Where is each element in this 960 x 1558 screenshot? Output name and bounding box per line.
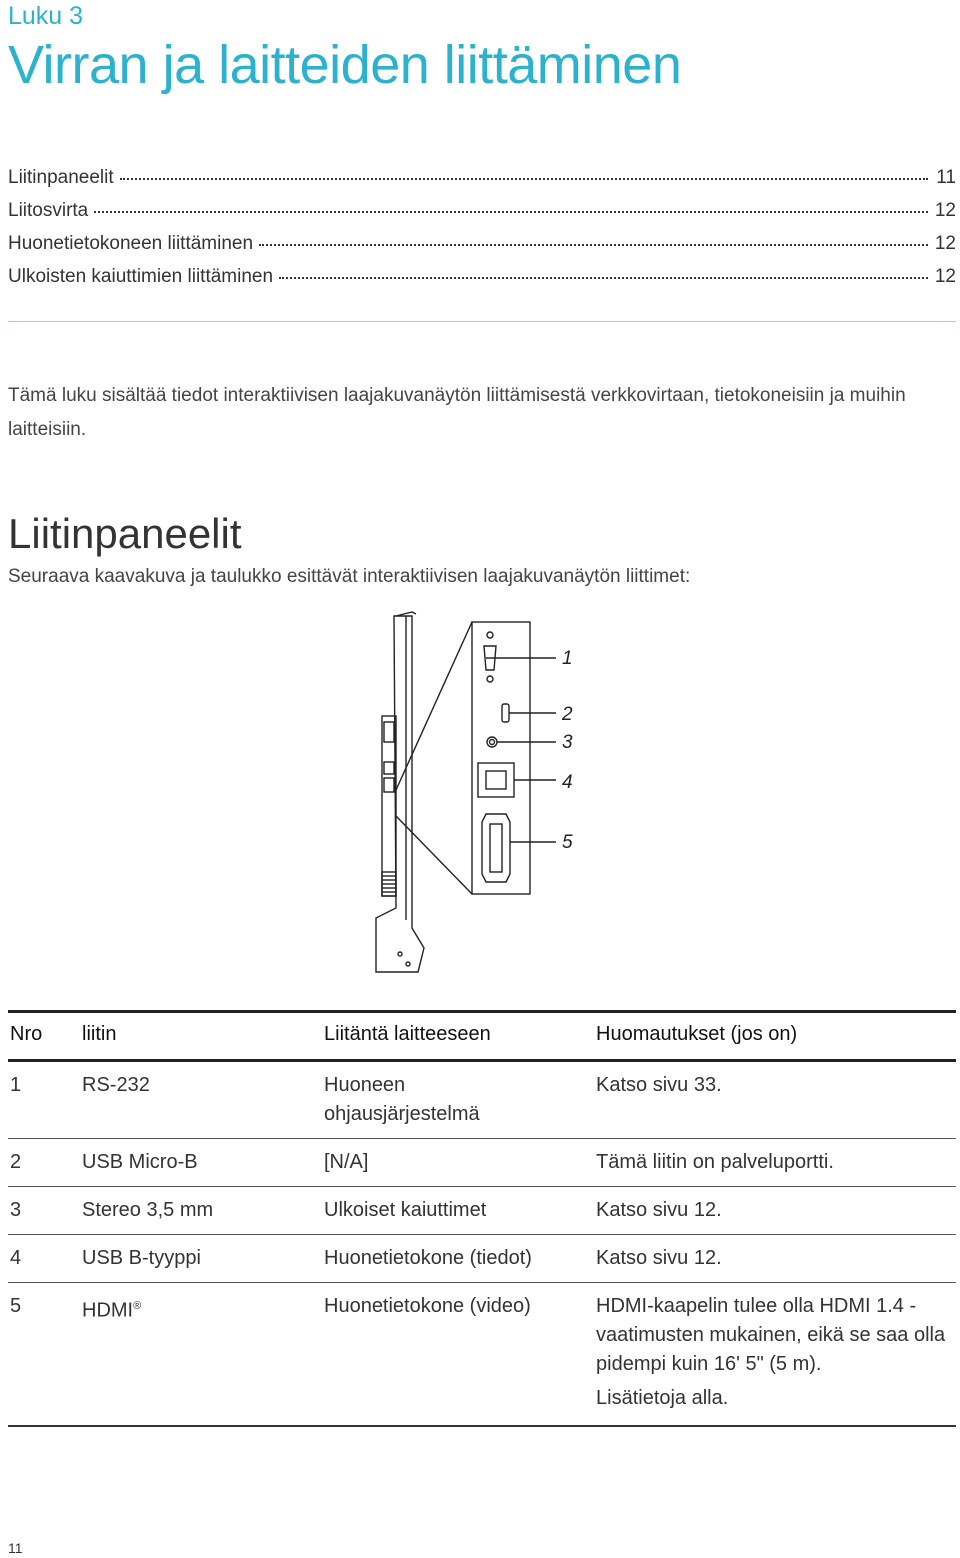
cell-liitin: USB B-tyyppi: [80, 1235, 322, 1283]
table-row: [8, 1235, 956, 1283]
section-divider: [8, 321, 956, 322]
note-text: HDMI-kaapelin tulee olla HDMI 1.4 -vaatimusten mukainen, eikä se saa olla pidempi kuin 16' 5" (5 m).: [596, 1295, 946, 1375]
callout-4: 4: [562, 772, 573, 793]
toc-entry[interactable]: [8, 266, 956, 299]
header-nro: Nro: [8, 1012, 80, 1061]
cell-nro: 4: [8, 1235, 80, 1283]
toc-leader-dots: [279, 277, 928, 279]
toc-entry-page: 12: [934, 266, 956, 287]
intro-paragraph: Tämä luku sisältää tiedot interaktiivisen laajakuvanäytön liittämisestä verkkovirtaan, tietokoneisiin ja muihin laitteisiin.: [8, 385, 906, 440]
chapter-label: Luku 3: [8, 2, 84, 30]
toc-entry-title: Liitinpaneelit: [8, 167, 114, 188]
cell-laite: Huoneen ohjausjärjestelmä: [322, 1061, 594, 1139]
table-row: [8, 1139, 956, 1187]
toc-entry-title: Ulkoisten kaiuttimien liittäminen: [8, 266, 274, 287]
toc-entry-title: Liitosvirta: [8, 200, 89, 221]
chapter-title: Virran ja laitteiden liittäminen: [8, 35, 682, 95]
callout-3: 3: [562, 732, 573, 753]
table-header-row: [8, 1012, 956, 1061]
cell-huomautukset: Tämä liitin on palveluportti.: [594, 1139, 956, 1187]
callout-1: 1: [562, 648, 573, 669]
cell-liitin-text: HDMI: [82, 1299, 134, 1322]
toc-leader-dots: [120, 178, 928, 180]
cell-laite: Huonetietokone (video): [322, 1283, 594, 1427]
table-row: [8, 1061, 956, 1139]
toc-entry-page: 12: [934, 200, 956, 221]
header-liitin: liitin: [80, 1012, 322, 1061]
cell-nro: 2: [8, 1139, 80, 1187]
table-row: [8, 1187, 956, 1235]
toc-leader-dots: [259, 244, 928, 246]
cell-huomautukset: Katso sivu 12.: [594, 1187, 956, 1235]
section-title: Liitinpaneelit: [8, 510, 242, 557]
callout-5: 5: [562, 832, 573, 853]
toc-leader-dots: [94, 211, 928, 213]
registered-mark: ®: [133, 1300, 142, 1312]
cell-laite: Ulkoiset kaiuttimet: [322, 1187, 594, 1235]
toc-entry-title: Huonetietokoneen liittäminen: [8, 233, 254, 254]
page-number: 11: [8, 1540, 23, 1556]
toc-entry[interactable]: [8, 200, 956, 233]
callout-2: 2: [562, 704, 573, 725]
cell-liitin: Stereo 3,5 mm: [80, 1187, 322, 1235]
cell-liitin: RS-232: [80, 1061, 322, 1139]
toc-entry[interactable]: [8, 233, 956, 266]
connector-panel-diagram: [360, 608, 600, 980]
cell-huomautukset: Katso sivu 12.: [594, 1235, 956, 1283]
cell-nro: 3: [8, 1187, 80, 1235]
header-huomautukset: Huomautukset (jos on): [594, 1012, 956, 1061]
cell-huomautukset: Katso sivu 33.: [594, 1061, 956, 1139]
table-row: [8, 1283, 956, 1427]
cell-nro: 1: [8, 1061, 80, 1139]
connector-table: [8, 1010, 956, 1427]
toc-entry-page: 12: [934, 233, 956, 254]
cell-liitin: [80, 1283, 322, 1427]
note-extra-link[interactable]: Lisätietoja alla.: [596, 1387, 729, 1409]
header-laite: Liitäntä laitteeseen: [322, 1012, 594, 1061]
cell-nro: 5: [8, 1283, 80, 1427]
cell-laite: [N/A]: [322, 1139, 594, 1187]
toc-entry[interactable]: [8, 167, 956, 200]
cell-liitin: USB Micro-B: [80, 1139, 322, 1187]
section-description: Seuraava kaavakuva ja taulukko esittävät interaktiivisen laajakuvanäytön liittimet:: [8, 566, 691, 587]
cell-huomautukset: [594, 1283, 956, 1427]
cell-laite: Huonetietokone (tiedot): [322, 1235, 594, 1283]
table-of-contents: [8, 167, 956, 299]
toc-entry-page: 11: [936, 167, 956, 188]
